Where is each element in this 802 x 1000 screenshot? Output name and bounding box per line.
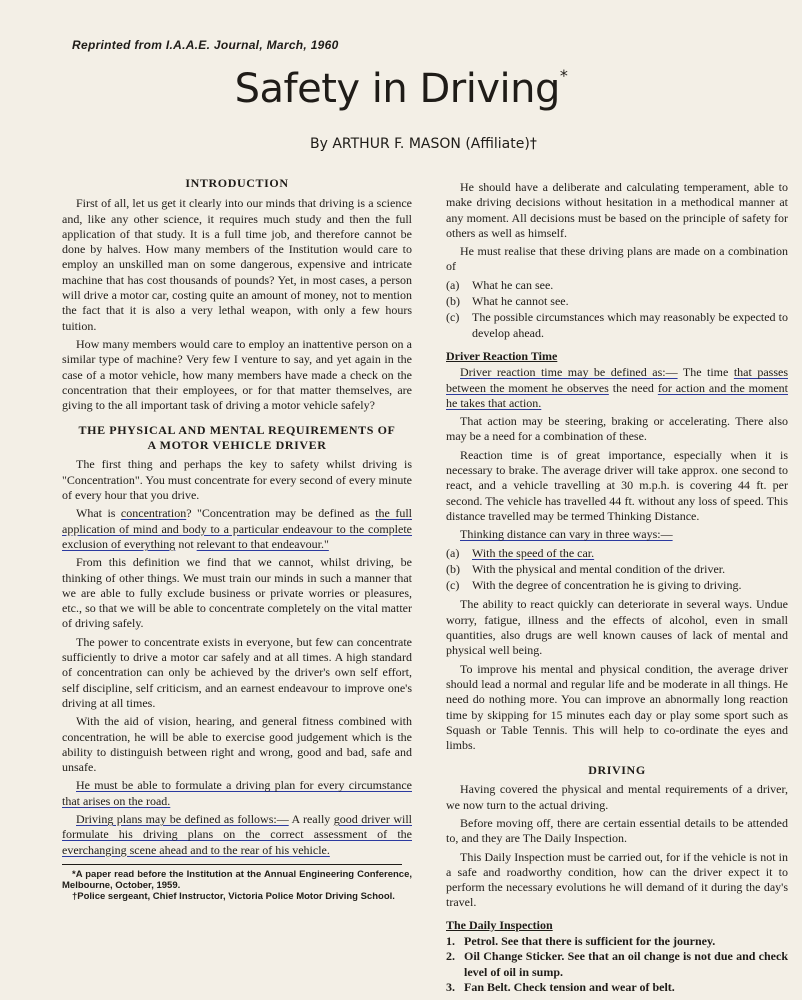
- text-run: The time: [677, 365, 734, 380]
- list-key: 1.: [446, 934, 455, 949]
- list-key: (c): [446, 578, 460, 593]
- list-key: (b): [446, 561, 460, 576]
- list-text: Petrol. See that there is sufficient for the journey.: [464, 934, 716, 949]
- list-item: [446, 934, 788, 949]
- paragraph: He should have a deliberate and calculating temperament, able to make driving decisions without hesitation in a methodical manner at any moment. All decisions must be based on the principle of safety for others as well as himself.: [446, 180, 788, 240]
- driving-heading: DRIVING: [588, 763, 646, 778]
- footnote: †Police sergeant, Chief Instructor, Victoria Police Motor Driving School.: [72, 890, 395, 902]
- paragraph: Reaction time is of great importance, especially when it is necessary to brake. The average driver will take approx. one second to react, and a vehicle travelling at 30 m.p.h. is covering 44 ft. per second. The vehicle has travelled 44 ft. without any loss of speed. This distance travelled may be termed Thinking Distance.: [446, 447, 788, 523]
- paragraph: [62, 812, 412, 858]
- list-key: 2.: [446, 949, 455, 964]
- list-item: [446, 578, 788, 593]
- list-text: Fan Belt. Check tension and wear of belt.: [464, 979, 675, 994]
- underlined-text: relevant to that endeavour.": [196, 536, 329, 551]
- paragraph: This Daily Inspection must be carried out, for if the vehicle is not in a safe and roadworthy condition, how can the driver expect it to perform the necessary evolutions he will demand of it during the day's travel.: [446, 849, 788, 910]
- footnote-divider: [62, 864, 402, 865]
- paragraph: [62, 778, 412, 809]
- list-key: (a): [446, 277, 460, 292]
- text-run: A really: [288, 811, 334, 826]
- list-key: (b): [446, 294, 460, 309]
- list-key: 3.: [446, 979, 455, 994]
- underlined-text: Driver reaction time may be defined as:—: [460, 365, 678, 380]
- paragraph: To improve his mental and physical condition, the average driver should lead a normal and regular life and be moderate in all things. He need do nothing more. You can improve an abnormally long reaction time by skipping for 15 minutes each day or play some sport such as Squash or Table Tennis. This will help to co-ordinate the eyes and limbs.: [446, 661, 788, 753]
- underlined-text: Thinking distance can vary in three ways:—: [460, 527, 673, 542]
- list-item: [446, 294, 788, 309]
- list-item: [446, 546, 788, 561]
- paragraph: [446, 365, 788, 411]
- list-key: (c): [446, 310, 460, 325]
- underlined-text: He must be able to formulate a driving plan for every circumstance that arises on the road.: [62, 778, 412, 808]
- requirements-heading-line-2: A MOTOR VEHICLE DRIVER: [147, 438, 327, 453]
- paragraph: First of all, let us get it clearly into our minds that driving is a science and, like any other science, it requires much study and then the full application of that study. It is a full time job, and therefore cannot be done by halves. How many members of the Institution would care to employ an unskilled man on some dangerous, expensive and intricate machine that has cost thousands of pounds? Yet, in most cases, a person will drive a motor car, costing quite an amount of money, not to mention the fact that it is also a very lethal weapon, with only a few hours tuition.: [62, 196, 412, 333]
- underlined-text: for action and the moment he takes that action.: [446, 380, 789, 410]
- footnotes: [62, 869, 412, 902]
- reaction-time-heading: Driver Reaction Time: [446, 348, 558, 363]
- underlined-text: concentration: [120, 506, 187, 521]
- paragraph: He must realise that these driving plans are made on a combination of: [446, 244, 788, 274]
- underlined-text: that passes between the moment he observes: [446, 365, 788, 395]
- list-text: With the degree of concentration he is giving to driving.: [472, 578, 742, 593]
- daily-inspection-heading: The Daily Inspection: [446, 917, 553, 932]
- article-title: [0, 66, 802, 112]
- footnote: *A paper read before the Institution at the Annual Engineering Conference, Melbourne, October, 1959.: [62, 868, 412, 891]
- underlined-text: good driver will formulate his driving plans on the correct assessment of the everchanging scene ahead and to the rear of his vehicle.: [62, 811, 412, 857]
- paragraph: The first thing and perhaps the key to safety whilst driving is "Concentration". You must concentrate for every second of every minute of every hour that you drive.: [62, 457, 412, 503]
- list-key: (a): [446, 545, 460, 560]
- list-text: With the physical and mental condition of the driver.: [472, 561, 726, 576]
- right-column: [446, 180, 788, 995]
- title-text: Safety in Driving: [234, 66, 560, 112]
- list-text: Oil Change Sticker. See that an oil change is not due and check level of oil in sump.: [464, 949, 788, 979]
- title-footnote-mark: *: [559, 66, 568, 85]
- list-item: [446, 278, 788, 293]
- paragraph: From this definition we find that we cannot, whilst driving, be thinking of other things. We must train our minds in such a manner that we are able to fully exclude business or private worries or pleasures, etc., so that we will be able to concentrate completely on the vital matter of driving safely.: [62, 555, 412, 631]
- byline: By ARTHUR F. MASON (Affiliate)†: [310, 136, 537, 152]
- paragraph: Having covered the physical and mental requirements of a driver, we now turn to the actual driving.: [446, 782, 788, 812]
- list-text: The possible circumstances which may reasonably be expected to develop ahead.: [472, 310, 788, 340]
- requirements-heading-line-1: THE PHYSICAL AND MENTAL REQUIREMENTS OF: [78, 423, 396, 438]
- list-item: [446, 949, 788, 980]
- text-run: not: [175, 536, 197, 551]
- text-run: ? "Concentration may be defined as: [186, 506, 376, 521]
- paragraph: [446, 527, 788, 542]
- paragraph: How many members would care to employ an inattentive person on a similar type of machine? Very few I venture to say, and yet again in the case of a motor vehicle, how many members have made a check on the concentration that their employees, or for that matter themselves, are giving to the all important task of driving a motor vehicle safely?: [62, 336, 412, 413]
- reprint-note: Reprinted from I.A.A.E. Journal, March, 1960: [72, 38, 339, 52]
- daily-inspection-list: [446, 934, 788, 995]
- left-column: [62, 176, 412, 902]
- list-item: [446, 980, 788, 995]
- paragraph: With the aid of vision, hearing, and general fitness combined with concentration, he will be able to exercise good judgement which is the ability to distinguish between right and wrong, good and bad, safe and unsafe.: [62, 714, 412, 775]
- text-run: What is: [76, 506, 121, 521]
- underlined-text: Driving plans may be defined as follows:—: [76, 811, 289, 826]
- introduction-heading: INTRODUCTION: [185, 176, 289, 190]
- list-text: What he cannot see.: [472, 294, 569, 309]
- thinking-distance-list: [446, 546, 788, 594]
- paragraph: Before moving off, there are certain essential details to be attended to, and they are The Daily Inspection.: [446, 815, 788, 846]
- list-item: [446, 562, 788, 577]
- list-text: With the speed of the car.: [472, 545, 595, 560]
- driving-plan-list: [446, 278, 788, 341]
- underlined-text: the full application of mind and body to a particular endeavour to the complete exclusion of everything: [62, 506, 412, 551]
- requirements-heading: [62, 423, 412, 453]
- paragraph: The power to concentrate exists in everyone, but few can concentrate sufficiently to drive a motor car safely and at all times. A high standard of concentration can only be achieved by the driver's own self effort, self discipline, self criticism, and an earnest endeavour to improve one's driving at all times.: [62, 634, 412, 710]
- list-text: What he can see.: [472, 277, 554, 292]
- paragraph: The ability to react quickly can deteriorate in several ways. Undue worry, fatigue, illness and the effects of alcohol, even in small quantities, also drugs are well known causes of lack of mental and physical well being.: [446, 597, 788, 658]
- paragraph: [62, 506, 412, 552]
- list-item: [446, 310, 788, 341]
- text-run: the need: [608, 380, 658, 395]
- paragraph: That action may be steering, braking or accelerating. There also may be a need for a combination of these.: [446, 414, 788, 444]
